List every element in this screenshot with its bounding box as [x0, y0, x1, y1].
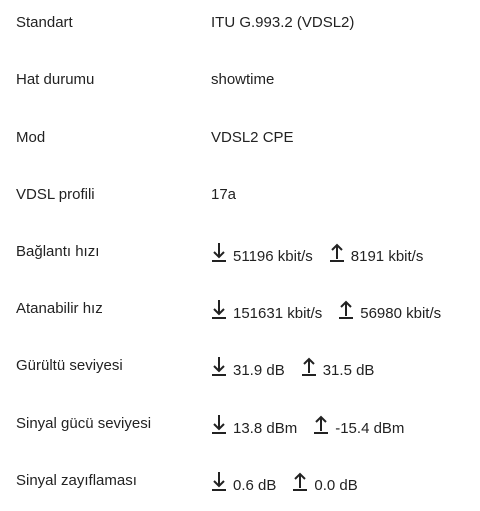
sinyal-zayiflamasi-label: Sinyal zayıflaması [16, 472, 137, 489]
atanabilir-hiz-label: Atanabilir hız [16, 300, 103, 317]
mod-label: Mod [16, 129, 46, 146]
row-baglanti-hizi [0, 237, 480, 267]
downstream-value: 151631 kbit/s [233, 305, 323, 322]
downstream-rate [211, 414, 298, 437]
sinyal-gucu-seviyesi-value [211, 414, 405, 437]
upstream-rate [301, 356, 375, 379]
upstream-value: -15.4 dBm [335, 420, 405, 437]
row-sinyal-zayiflamasi [0, 466, 480, 496]
upload-arrow-icon [338, 299, 354, 319]
hat-durumu-label: Hat durumu [16, 71, 95, 88]
row-standart [0, 8, 480, 38]
gurultu-seviyesi-value [211, 356, 375, 379]
downstream-value: 31.9 dB [233, 362, 285, 379]
upstream-rate [313, 414, 405, 437]
download-arrow-icon [211, 356, 227, 376]
upload-arrow-icon [292, 471, 308, 491]
downstream-rate [211, 242, 313, 265]
upstream-rate [329, 242, 424, 265]
sinyal-gucu-seviyesi-label: Sinyal gücü seviyesi [16, 415, 152, 432]
downstream-value: 13.8 dBm [233, 420, 298, 437]
downstream-rate [211, 299, 323, 322]
downstream-rate [211, 471, 277, 494]
hat-durumu-value: showtime [211, 71, 275, 88]
download-arrow-icon [211, 242, 227, 262]
download-arrow-icon [211, 299, 227, 319]
baglanti-hizi-value [211, 242, 424, 265]
downstream-value: 51196 kbit/s [233, 248, 313, 265]
row-hat-durumu [0, 65, 480, 95]
row-gurultu-seviyesi [0, 351, 480, 381]
atanabilir-hiz-value [211, 299, 442, 322]
upstream-rate [292, 471, 358, 494]
upstream-value: 31.5 dB [322, 362, 375, 379]
vdsl-profili-label: VDSL profili [16, 186, 95, 203]
upstream-rate [338, 299, 442, 322]
upload-arrow-icon [301, 356, 317, 376]
upload-arrow-icon [329, 242, 345, 262]
sinyal-zayiflamasi-value [211, 471, 358, 494]
row-vdsl-profili [0, 180, 480, 210]
vdsl-profili-value: 17a [211, 186, 237, 203]
upstream-value: 0.0 dB [314, 477, 358, 494]
download-arrow-icon [211, 471, 227, 491]
standart-value: ITU G.993.2 (VDSL2) [211, 14, 355, 31]
row-sinyal-gucu-seviyesi [0, 409, 480, 439]
row-mod [0, 123, 480, 153]
gurultu-seviyesi-label: Gürültü seviyesi [16, 357, 123, 374]
baglanti-hizi-label: Bağlantı hızı [16, 243, 100, 260]
upstream-value: 56980 kbit/s [360, 305, 442, 322]
standart-label: Standart [16, 14, 73, 31]
mod-value: VDSL2 CPE [211, 129, 294, 146]
upstream-value: 8191 kbit/s [350, 248, 424, 265]
upload-arrow-icon [313, 414, 329, 434]
downstream-value: 0.6 dB [233, 477, 277, 494]
download-arrow-icon [211, 414, 227, 434]
row-atanabilir-hiz [0, 294, 480, 324]
downstream-rate [211, 356, 285, 379]
